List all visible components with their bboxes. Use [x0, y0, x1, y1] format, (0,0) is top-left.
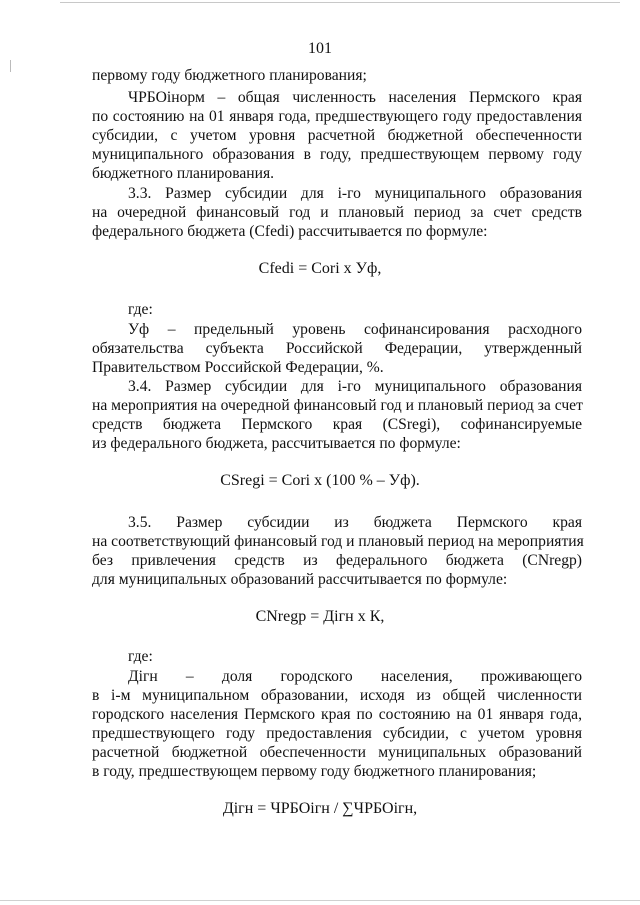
- text-line: муниципального образования в году, предшествующем первому году: [92, 146, 582, 163]
- text-line: на мероприятия на очередной финансовый год и плановый период за счет: [92, 397, 583, 414]
- text-line: обязательства субъекта Российской Федерации, утвержденный: [92, 340, 582, 357]
- text-line: в году, предшествующем первому году бюджетного планирования;: [92, 763, 537, 780]
- formula-csregi: CSregi = Cori x (100 % – Уф).: [220, 472, 420, 489]
- text-line: ЧРБОiнорм – общая численность населения Пермского края: [128, 89, 582, 106]
- text-line: Правительством Российской Федерации, %.: [92, 359, 384, 376]
- formula-digin: Дiгн = ЧРБОiгн / ∑ЧРБОiгн,: [222, 800, 418, 817]
- text-line: на соответствующий финансовый год и плановый период на мероприятия: [92, 533, 584, 550]
- text-line: в i-м муниципальном образовании, исходя из общей численности: [92, 687, 582, 704]
- text-line: по состоянию на 01 января года, предшествующего году предоставления: [92, 108, 582, 125]
- text-line: где:: [128, 301, 153, 318]
- page-edge-top: [60, 2, 620, 3]
- text-line: для муниципальных образований рассчитывается по формуле:: [92, 571, 508, 588]
- text-line: предшествующего году предоставления субсидии, с учетом уровня: [92, 725, 582, 742]
- text-line: из федерального бюджета, рассчитывается по формуле:: [92, 435, 461, 452]
- text-line: федерального бюджета (Cfedi) рассчитывается по формуле:: [92, 223, 488, 240]
- text-line: на очередной финансовый год и плановый период за счет средств: [92, 204, 582, 221]
- text-line: 3.3. Размер субсидии для i-го муниципального образования: [128, 185, 582, 202]
- formula-cfedi: Cfedi = Cori x Уф,: [258, 260, 382, 277]
- page-number: 101: [308, 40, 332, 57]
- text-line: расчетной бюджетной обеспеченности муниципальных образований: [92, 744, 582, 761]
- text-line: без привлечения средств из федерального бюджета (CNregp): [92, 552, 582, 569]
- formula-cnregp: CNregp = Дiгн x К,: [255, 608, 385, 625]
- text-line: субсидии, с учетом уровня расчетной бюджетной обеспеченности: [92, 127, 582, 144]
- text-line: 3.5. Размер субсидии из бюджета Пермского края: [128, 514, 582, 531]
- text-line: городского населения Пермского края по состоянию на 01 января года,: [92, 706, 582, 723]
- text-line: бюджетного планирования.: [92, 165, 275, 182]
- text-line: Дiгн – доля городского населения, проживающего: [128, 668, 582, 685]
- text-line: 3.4. Размер субсидии для i-го муниципального образования: [128, 378, 582, 395]
- text-line: где:: [128, 648, 153, 665]
- text-line: Уф – предельный уровень софинансирования расходного: [128, 321, 582, 338]
- text-line: первому году бюджетного планирования;: [92, 67, 367, 84]
- page-edge-mark: [10, 60, 11, 72]
- text-line: средств бюджета Пермского края (CSregi), софинансируемые: [92, 416, 582, 433]
- page-edge-bottom: [0, 900, 640, 901]
